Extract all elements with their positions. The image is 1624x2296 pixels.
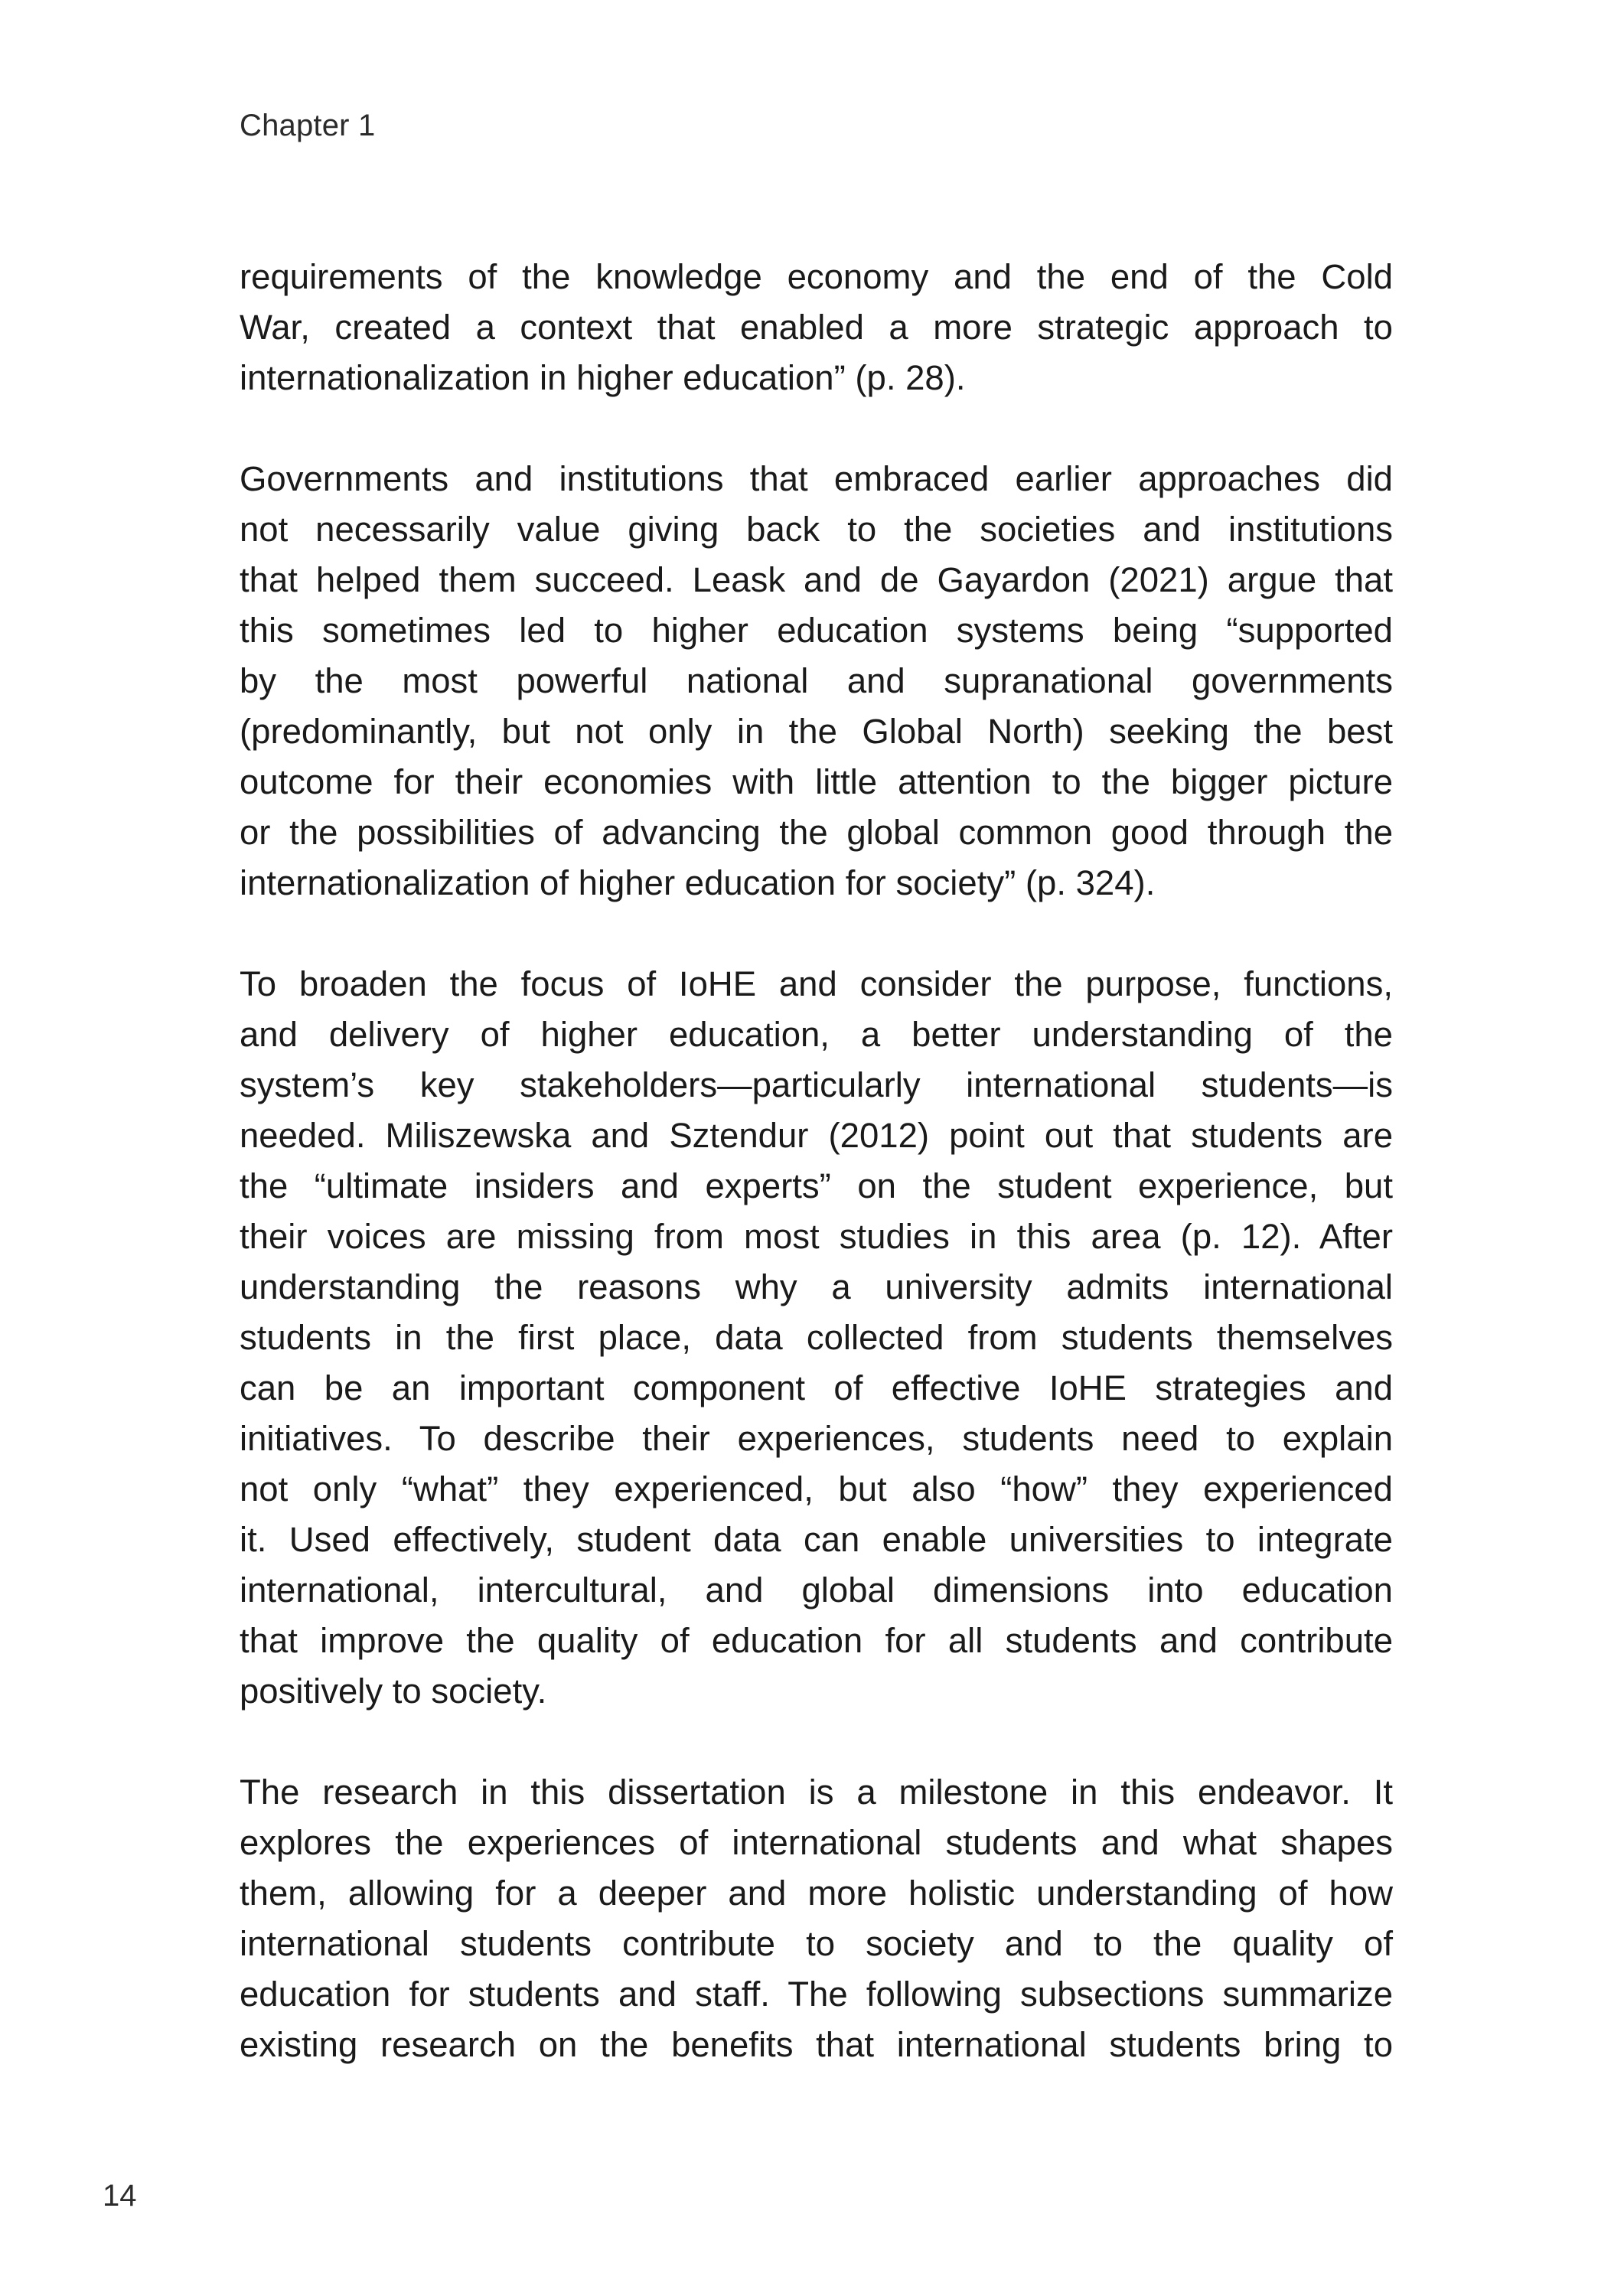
text-line: not only “what” they experienced, but also “how” they experienced xyxy=(240,1469,1393,1508)
running-head: Chapter 1 xyxy=(240,109,376,142)
text-line: requirements of the knowledge economy and the end of the Cold xyxy=(240,257,1393,296)
text-line: international students contribute to society and to the quality of xyxy=(240,1924,1393,1963)
text-line: or the possibilities of advancing the global common good through the xyxy=(240,813,1393,852)
text-line: needed. Miliszewska and Sztendur (2012) point out that students are xyxy=(240,1116,1393,1155)
text-line: (predominantly, but not only in the Global North) seeking the best xyxy=(240,712,1393,751)
text-line: internationalization in higher education” (p. 28). xyxy=(240,358,966,397)
text-line: existing research on the benefits that international students bring to xyxy=(240,2025,1393,2064)
text-line: them, allowing for a deeper and more holistic understanding of how xyxy=(240,1874,1393,1913)
text-line: To broaden the focus of IoHE and consider the purpose, functions, xyxy=(240,964,1393,1003)
text-line: that helped them succeed. Leask and de Gayardon (2021) argue that xyxy=(240,560,1393,599)
text-line: that improve the quality of education for all students and contribute xyxy=(240,1621,1393,1660)
page-number: 14 xyxy=(103,2179,137,2213)
text-line: the “ultimate insiders and experts” on the student experience, but xyxy=(240,1166,1393,1205)
text-line: international, intercultural, and global dimensions into education xyxy=(240,1570,1393,1609)
body-text xyxy=(240,252,1393,2121)
text-line: education for students and staff. The following subsections summarize xyxy=(240,1975,1393,2014)
text-line: War, created a context that enabled a more strategic approach to xyxy=(240,308,1393,347)
text-line: students in the first place, data collected from students themselves xyxy=(240,1318,1393,1357)
text-line: can be an important component of effective IoHE strategies and xyxy=(240,1368,1393,1407)
text-line: by the most powerful national and supranational governments xyxy=(240,661,1393,700)
text-line: internationalization of higher education for society” (p. 324). xyxy=(240,863,1156,902)
text-line: explores the experiences of international students and what shapes xyxy=(240,1823,1393,1862)
text-line: not necessarily value giving back to the societies and institutions xyxy=(240,510,1393,549)
text-line: their voices are missing from most studies in this area (p. 12). After xyxy=(240,1217,1393,1256)
text-line: it. Used effectively, student data can enable universities to integrate xyxy=(240,1520,1393,1559)
text-line: Governments and institutions that embraced earlier approaches did xyxy=(240,459,1393,498)
text-line: positively to society. xyxy=(240,1671,547,1711)
text-line: outcome for their economies with little attention to the bigger picture xyxy=(240,762,1393,801)
text-line: and delivery of higher education, a better understanding of the xyxy=(240,1015,1393,1054)
paragraph xyxy=(240,1767,1393,2070)
text-line: The research in this dissertation is a milestone in this endeavor. It xyxy=(240,1773,1393,1812)
text-line: system’s key stakeholders—particularly international students—is xyxy=(240,1065,1393,1104)
paragraph xyxy=(240,959,1393,1717)
paragraph xyxy=(240,252,1393,403)
text-line: understanding the reasons why a university admits international xyxy=(240,1267,1393,1306)
text-line: initiatives. To describe their experiences, students need to explain xyxy=(240,1419,1393,1458)
paragraph xyxy=(240,454,1393,908)
text-line: this sometimes led to higher education systems being “supported xyxy=(240,611,1393,650)
